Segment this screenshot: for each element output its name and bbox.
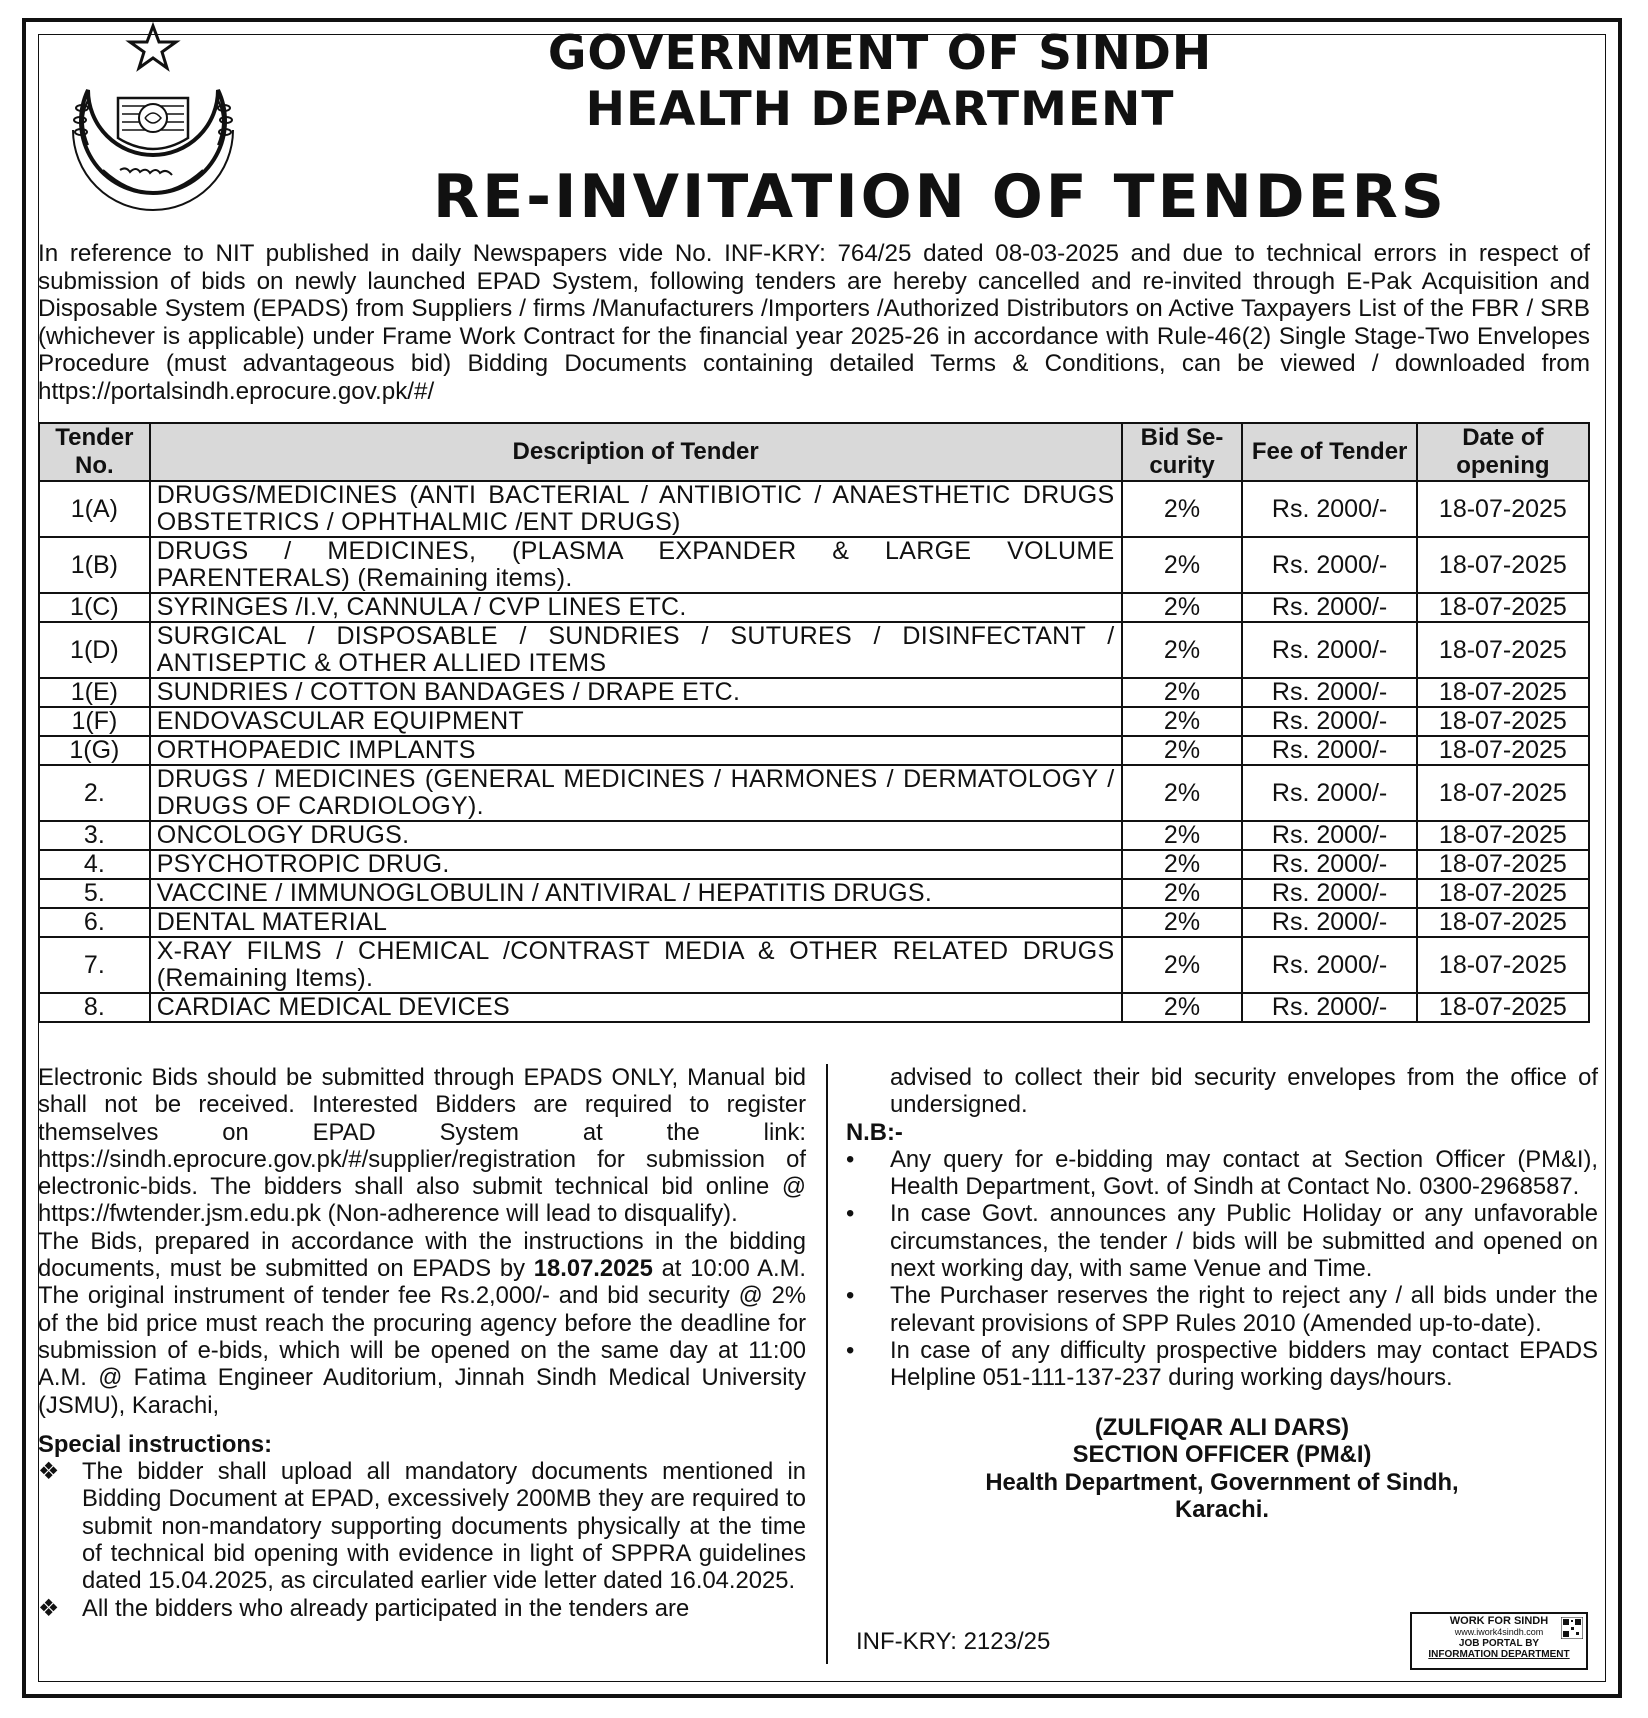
tender-fee: Rs. 2000/-: [1242, 678, 1416, 707]
submission-paragraph: Electronic Bids should be submitted through EPADS ONLY, Manual bid shall not be received. Interested Bidders are required to register themselves on EPAD System at the link: https://sindh.eprocure.gov.pk/#/supplier/registration for submission of electronic-bids. The bidders shall also submit technical bid online @ https://fwtender.jsm.edu.pk (Non-adherence will lead to disqualify).: [38, 1064, 806, 1228]
deadline-text-a: The Bids, prepared in accordance with the instructions in the bidding documents, must be submitted on EPADS by: [38, 1227, 806, 1283]
tender-no: 1(C): [39, 593, 150, 622]
bid-security: 2%: [1122, 593, 1243, 622]
table-row: [39, 879, 1589, 908]
nb-text: In case of any difficulty prospective bidders may contact EPADS Helpline 051-111-137-237 during working days/hours.: [890, 1336, 1598, 1392]
table-header-row: [39, 423, 1589, 481]
stamp-line-3: JOB PORTAL BY: [1458, 1638, 1540, 1649]
tender-desc: DRUGS/MEDICINES (ANTI BACTERIAL / ANTIBIOTIC / ANAESTHETIC DRUGS OBSTETRICS / OPHTHALMIC /ENT DRUGS): [150, 481, 1122, 537]
reference-number: INF-KRY: 2123/25: [856, 1628, 1051, 1655]
opening-date: 18-07-2025: [1417, 879, 1589, 908]
tender-desc: SYRINGES /I.V, CANNULA / CVP LINES ETC.: [150, 593, 1122, 622]
tender-desc: CARDIAC MEDICAL DEVICES: [150, 993, 1122, 1022]
table-row: [39, 993, 1589, 1022]
opening-date: 18-07-2025: [1417, 765, 1589, 821]
nb-text: In case Govt. announces any Public Holiday or any unfavorable circumstances, the tender / bids will be submitted and opened on next working day, with same Venue and Time.: [890, 1200, 1598, 1283]
intro-paragraph: In reference to NIT published in daily Newspapers vide No. INF-KRY: 764/25 dated 08-03-2025 and due to technical errors in respect of submission of bids on newly launched EPAD System, following tenders are hereby cancelled and re-invited through E-Pak Acquisition and Disposable System (EPADS) from Suppliers / firms /Manufacturers /Importers /Authorized Distributors on Active Taxpayers List of the FBR / SRB (whichever is applicable) under Frame Work Contract for the financial year 2025-26 in accordance with Rule-46(2) Single Stage-Two Envelopes Procedure (must advantageous bid) Bidding Documents containing detailed Terms & Conditions, can be viewed / downloaded from https://portalsindh.eprocure.gov.pk/#/: [38, 240, 1590, 405]
continued-paragraph: advised to collect their bid security envelopes from the office of undersigned.: [890, 1064, 1598, 1119]
tender-desc: PSYCHOTROPIC DRUG.: [150, 850, 1122, 879]
table-row: [39, 908, 1589, 937]
nb-item: [846, 1200, 1598, 1282]
header-department: HEALTH DEPARTMENT: [585, 82, 1175, 137]
tender-no: 3.: [39, 821, 150, 850]
tender-desc: ONCOLOGY DRUGS.: [150, 821, 1122, 850]
tender-no: 4.: [39, 850, 150, 879]
bid-security: 2%: [1122, 993, 1243, 1022]
tender-no: 5.: [39, 879, 150, 908]
signatory-department: Health Department, Government of Sindh,: [985, 1468, 1459, 1496]
nb-item: [846, 1146, 1598, 1201]
table-row: [39, 707, 1589, 736]
stamp-line-2: www.iwork4sindh.com: [1454, 1627, 1544, 1637]
signature-block: [846, 1414, 1598, 1524]
opening-date: 18-07-2025: [1417, 622, 1589, 678]
bid-security: 2%: [1122, 908, 1243, 937]
table-row: [39, 481, 1589, 537]
bid-security: 2%: [1122, 765, 1243, 821]
header-date: Date of opening: [1417, 423, 1589, 481]
bullet-icon: •: [846, 1336, 855, 1364]
nb-text: Any query for e-bidding may contact at Section Officer (PM&I), Health Department, Govt. of Sindh at Contact No. 0300-2968587.: [890, 1145, 1598, 1201]
deadline-text-b: at 10:00 A.M. The original instrument of tender fee Rs.2,000/- and bid security @ 2% of the bid price must reach the procuring agency before the deadline for submission of e-bids, which will be opened on the same day at 11:00 A.M. @ Fatima Engineer Auditorium, Jinnah Sindh Medical University (JSMU), Karachi,: [38, 1255, 807, 1419]
table-row: [39, 821, 1589, 850]
bid-security: 2%: [1122, 481, 1243, 537]
table-row: [39, 678, 1589, 707]
signatory-title: SECTION OFFICER (PM&I): [1072, 1441, 1372, 1469]
page-title: RE-INVITATION OF TENDERS: [432, 162, 1447, 232]
table-row: [39, 537, 1589, 593]
tender-fee: Rs. 2000/-: [1242, 908, 1416, 937]
opening-date: 18-07-2025: [1417, 537, 1589, 593]
header-fee: Fee of Tender: [1242, 423, 1416, 481]
tender-desc: SUNDRIES / COTTON BANDAGES / DRAPE ETC.: [150, 678, 1122, 707]
tender-fee: Rs. 2000/-: [1242, 537, 1416, 593]
tender-fee: Rs. 2000/-: [1242, 593, 1416, 622]
opening-date: 18-07-2025: [1417, 937, 1589, 993]
stamp-line-4: INFORMATION DEPARTMENT: [1428, 1649, 1570, 1660]
tender-fee: Rs. 2000/-: [1242, 622, 1416, 678]
tender-no: 1(A): [39, 481, 150, 537]
special-instruction-item: [38, 1458, 806, 1594]
bullet-icon: •: [846, 1145, 855, 1173]
opening-date: 18-07-2025: [1417, 593, 1589, 622]
table-row: [39, 736, 1589, 765]
tender-no: 6.: [39, 908, 150, 937]
tender-desc: DRUGS / MEDICINES (GENERAL MEDICINES / HARMONES / DERMATOLOGY / DRUGS OF CARDIOLOGY).: [150, 765, 1122, 821]
bullet-icon: •: [846, 1200, 855, 1228]
left-column: [38, 1064, 806, 1622]
bid-security: 2%: [1122, 850, 1243, 879]
special-instructions-heading: Special instructions:: [38, 1430, 273, 1458]
tender-desc: SURGICAL / DISPOSABLE / SUNDRIES / SUTURES / DISINFECTANT / ANTISEPTIC & OTHER ALLIED ITEMS: [150, 622, 1122, 678]
tender-no: 1(F): [39, 707, 150, 736]
bid-security: 2%: [1122, 622, 1243, 678]
bid-security: 2%: [1122, 821, 1243, 850]
special-instruction-text: The bidder shall upload all mandatory documents mentioned in Bidding Document at EPAD, excessively 200MB they are required to submit non-mandatory supporting documents physically at the time of technical bid opening with evidence in light of SPPRA guidelines dated 15.04.2025, as circulated earlier vide letter dated 16.04.2025.: [82, 1458, 806, 1595]
table-row: [39, 937, 1589, 993]
nb-item: [846, 1337, 1598, 1392]
nb-text: The Purchaser reserves the right to reject any / all bids under the relevant provisions of SPP Rules 2010 (Amended up-to-date).: [890, 1282, 1598, 1337]
right-column: [846, 1064, 1598, 1524]
tender-no: 2.: [39, 765, 150, 821]
deadline-paragraph: [38, 1228, 806, 1419]
nb-item: [846, 1282, 1598, 1337]
tender-fee: Rs. 2000/-: [1242, 736, 1416, 765]
table-row: [39, 593, 1589, 622]
tender-fee: Rs. 2000/-: [1242, 937, 1416, 993]
tender-fee: Rs. 2000/-: [1242, 850, 1416, 879]
bid-security: 2%: [1122, 537, 1243, 593]
opening-date: 18-07-2025: [1417, 707, 1589, 736]
bullet-icon: •: [846, 1282, 855, 1310]
tender-no: 7.: [39, 937, 150, 993]
continued-text: [846, 1064, 1598, 1119]
diamond-bullet-icon: ❖: [38, 1458, 60, 1486]
opening-date: 18-07-2025: [1417, 908, 1589, 937]
header-description: Description of Tender: [150, 423, 1122, 481]
nb-heading: N.B:-: [846, 1118, 903, 1146]
tender-desc: DENTAL MATERIAL: [150, 908, 1122, 937]
special-instruction-item: [38, 1595, 806, 1622]
tender-no: 1(B): [39, 537, 150, 593]
table-row: [39, 850, 1589, 879]
tender-no: 8.: [39, 993, 150, 1022]
special-instruction-text: All the bidders who already participated in the tenders are: [82, 1594, 690, 1622]
signatory-name: (ZULFIQAR ALI DARS): [1094, 1413, 1350, 1441]
tender-fee: Rs. 2000/-: [1242, 879, 1416, 908]
tender-fee: Rs. 2000/-: [1242, 993, 1416, 1022]
opening-date: 18-07-2025: [1417, 736, 1589, 765]
tender-fee: Rs. 2000/-: [1242, 765, 1416, 821]
opening-date: 18-07-2025: [1417, 821, 1589, 850]
header-bid-security: Bid Se-curity: [1122, 423, 1243, 481]
tender-no: 1(D): [39, 622, 150, 678]
tender-no: 1(G): [39, 736, 150, 765]
bid-security: 2%: [1122, 937, 1243, 993]
stamp-line-1: WORK FOR SINDH: [1449, 1615, 1549, 1627]
opening-date: 18-07-2025: [1417, 850, 1589, 879]
bid-security: 2%: [1122, 879, 1243, 908]
tender-fee: Rs. 2000/-: [1242, 481, 1416, 537]
bid-security: 2%: [1122, 736, 1243, 765]
signatory-city: Karachi.: [1175, 1496, 1269, 1524]
header-tender-no: Tender No.: [39, 423, 150, 481]
tender-table: [38, 422, 1590, 1023]
tender-desc: ENDOVASCULAR EQUIPMENT: [150, 707, 1122, 736]
opening-date: 18-07-2025: [1417, 678, 1589, 707]
bid-security: 2%: [1122, 678, 1243, 707]
table-row: [39, 622, 1589, 678]
bid-security: 2%: [1122, 707, 1243, 736]
opening-date: 18-07-2025: [1417, 993, 1589, 1022]
deadline-date: 18.07.2025: [533, 1255, 653, 1283]
sindh-emblem-icon: [48, 20, 258, 230]
header-government: GOVERNMENT OF SINDH: [547, 26, 1213, 81]
table-row: [39, 765, 1589, 821]
qr-code-icon: [1561, 1617, 1583, 1639]
column-divider: [826, 1064, 828, 1664]
tender-fee: Rs. 2000/-: [1242, 821, 1416, 850]
tender-desc: X-RAY FILMS / CHEMICAL /CONTRAST MEDIA & OTHER RELATED DRUGS (Remaining Items).: [150, 937, 1122, 993]
diamond-bullet-icon: ❖: [38, 1594, 60, 1622]
tender-desc: VACCINE / IMMUNOGLOBULIN / ANTIVIRAL / HEPATITIS DRUGS.: [150, 879, 1122, 908]
opening-date: 18-07-2025: [1417, 481, 1589, 537]
tender-fee: Rs. 2000/-: [1242, 707, 1416, 736]
job-portal-stamp: [1410, 1612, 1588, 1670]
tender-desc: ORTHOPAEDIC IMPLANTS: [150, 736, 1122, 765]
tender-desc: DRUGS / MEDICINES, (PLASMA EXPANDER & LARGE VOLUME PARENTERALS) (Remaining items).: [150, 537, 1122, 593]
tender-no: 1(E): [39, 678, 150, 707]
